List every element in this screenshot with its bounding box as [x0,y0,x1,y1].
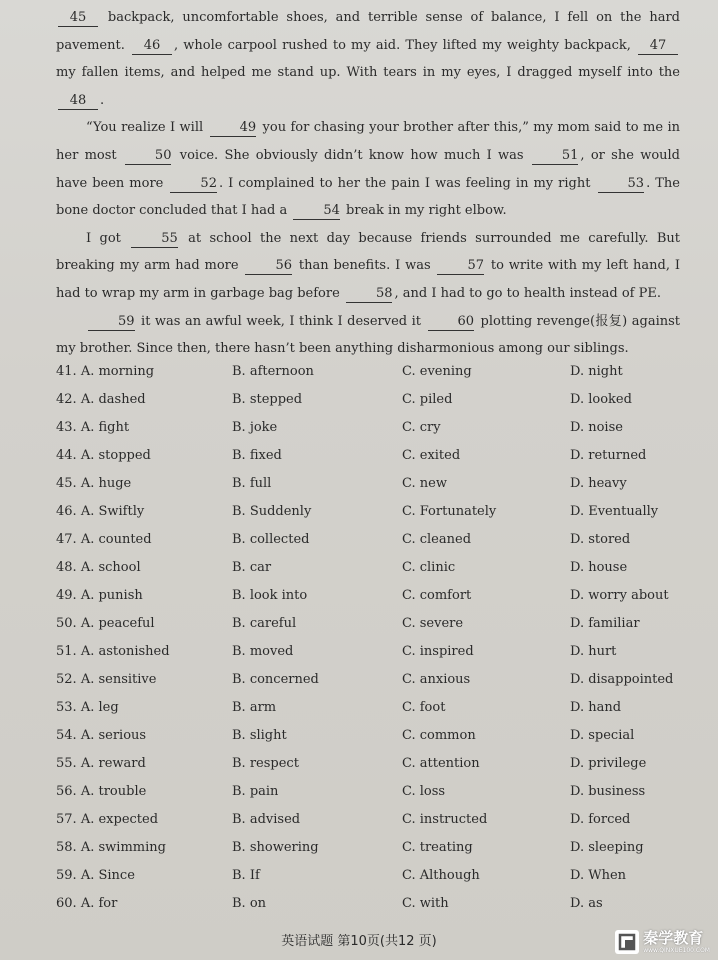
option-c: C. treating [402,840,473,855]
cloze-passage [56,4,680,363]
option-c: C. Although [402,868,480,883]
option-a [56,834,166,862]
question-row-58 [56,834,696,862]
text: , or she would have been more [56,147,680,191]
text: plotting revenge(报复) against my brother. Since then, there hasn’t been anything disharmonious among our siblings. [56,313,680,357]
option-a-text: A. sensitive [80,672,157,687]
option-d: D. looked [570,392,632,407]
option-a-text: A. swimming [80,840,166,855]
option-a-text: A. Since [80,868,135,883]
option-c: C. severe [402,616,464,631]
option-a [56,498,144,526]
option-b: B. slight [232,728,287,743]
watermark-url: www.QINXUE100.COM [643,946,710,954]
option-d: D. Eventually [570,504,659,519]
option-d: D. business [570,784,646,799]
option-d: D. hurt [570,644,617,659]
option-a [56,386,146,414]
option-c: C. evening [402,364,472,379]
option-c: C. Fortunately [402,504,497,519]
text: , whole carpool rushed to my aid. They lifted my weighty backpack, [174,37,631,53]
option-a [56,806,158,834]
question-row-57 [56,806,696,834]
question-number: 45. [56,476,77,491]
blank-52: 52 [170,176,217,193]
text: I got [86,230,121,246]
question-number: 47. [56,532,77,547]
option-a [56,778,146,806]
paragraph-4 [56,308,680,363]
blank-48: 48 [58,93,98,110]
text: . I complained to her the pain I was feeling in my right [218,175,591,191]
option-b: B. moved [232,644,294,659]
blank-60: 60 [428,314,475,331]
option-d: D. hand [570,700,622,715]
option-c: C. instructed [402,812,488,827]
text: . [100,92,105,108]
text: than benefits. I was [294,258,431,274]
watermark-name: 秦学教育 [643,928,704,947]
option-d: D. When [570,868,627,883]
option-b: B. respect [232,756,299,771]
option-c: C. exited [402,448,461,463]
blank-58: 58 [346,286,393,303]
watermark [615,930,710,954]
question-row-46 [56,498,696,526]
option-a-text: A. Swiftly [80,504,145,519]
option-a [56,526,152,554]
option-a-text: A. punish [80,588,143,603]
option-b: B. full [232,476,272,491]
text: it was an awful week, I think I deserved it [136,313,421,329]
page-footer: 英语试题 第10页(共12 页) [281,934,437,949]
blank-51: 51 [532,148,579,165]
option-d: D. special [570,728,635,743]
option-b: B. car [232,560,272,575]
option-d: D. familiar [570,616,640,631]
question-number: 52. [56,672,77,687]
option-b: B. advised [232,812,301,827]
question-number: 55. [56,756,77,771]
question-number: 50. [56,616,77,631]
text: “You realize I will [86,120,204,136]
option-b: B. Suddenly [232,504,312,519]
question-row-54 [56,722,696,750]
option-c: C. foot [402,700,446,715]
option-c: C. comfort [402,588,472,603]
question-row-45 [56,470,696,498]
option-a-text: A. serious [80,728,147,743]
question-row-50 [56,610,696,638]
option-a [56,470,131,498]
option-b: B. joke [232,420,278,435]
question-number: 41. [56,364,77,379]
question-row-47 [56,526,696,554]
question-number: 53. [56,700,77,715]
blank-47: 47 [638,38,678,55]
option-b: B. pain [232,784,279,799]
option-b: B. on [232,896,267,911]
question-number: 48. [56,560,77,575]
option-a [56,666,156,694]
question-number: 54. [56,728,77,743]
option-d: D. privilege [570,756,647,771]
option-a-text: A. peaceful [80,616,155,631]
option-d: D. house [570,560,628,575]
text: my fallen items, and helped me stand up. With tears in my eyes, I dragged myself into the [56,65,680,81]
blank-53: 53 [598,176,645,193]
question-number: 56. [56,784,77,799]
option-a [56,750,146,778]
option-d: D. forced [570,812,631,827]
blank-57: 57 [437,258,484,275]
option-a-text: A. counted [80,532,152,547]
option-c: C. cleaned [402,532,472,547]
question-row-43 [56,414,696,442]
option-a-text: A. stopped [80,448,151,463]
text: , and I had to go to health instead of PE. [394,285,661,301]
option-a-text: A. fight [80,420,130,435]
option-b: B. afternoon [232,364,314,379]
question-number: 46. [56,504,77,519]
option-a [56,610,155,638]
option-a [56,722,146,750]
question-row-59 [56,862,696,890]
question-row-55 [56,750,696,778]
logo-icon [615,930,639,954]
option-b: B. showering [232,840,319,855]
option-d: D. heavy [570,476,627,491]
option-d: D. worry about [570,588,669,603]
blank-46: 46 [132,38,172,55]
option-a-text: A. trouble [80,784,147,799]
option-a [56,414,129,442]
question-number: 58. [56,840,77,855]
option-b: B. careful [232,616,297,631]
blank-56: 56 [245,258,292,275]
text: voice. She obviously didn’t know how much I was [173,147,524,163]
question-row-56 [56,778,696,806]
option-a [56,694,119,722]
paragraph-3 [56,225,680,308]
option-a-text: A. reward [80,756,146,771]
option-a [56,442,151,470]
paragraph-2 [56,114,680,224]
option-a-text: A. leg [80,700,119,715]
option-a [56,582,143,610]
question-row-60 [56,890,696,918]
blank-49: 49 [210,120,257,137]
option-a-text: A. astonished [80,644,170,659]
option-d: D. as [570,896,603,911]
answer-options [56,358,696,918]
option-c: C. attention [402,756,480,771]
blank-59: 59 [88,314,135,331]
option-a-text: A. huge [80,476,132,491]
question-number: 57. [56,812,77,827]
option-c: C. clinic [402,560,456,575]
option-c: C. loss [402,784,446,799]
option-c: C. new [402,476,447,491]
question-number: 59. [56,868,77,883]
option-c: C. piled [402,392,453,407]
option-a [56,638,170,666]
option-d: D. returned [570,448,647,463]
question-row-48 [56,554,696,582]
option-a-text: A. for [80,896,118,911]
option-b: B. fixed [232,448,282,463]
blank-55: 55 [131,231,178,248]
option-b: B. concerned [232,672,319,687]
option-a-text: A. expected [80,812,159,827]
option-c: C. anxious [402,672,471,687]
text: . The bone doctor concluded that I had a [56,175,680,219]
question-row-42 [56,386,696,414]
option-a-text: A. school [80,560,141,575]
option-c: C. inspired [402,644,474,659]
text: to write with my left hand, I had to wrap my arm in garbage bag before [56,258,681,301]
option-b: B. stepped [232,392,303,407]
question-number: 44. [56,448,77,463]
question-row-41 [56,358,696,386]
question-number: 49. [56,588,77,603]
watermark-text [643,928,710,954]
question-row-51 [56,638,696,666]
question-row-52 [56,666,696,694]
option-a [56,890,117,918]
text: break in my right elbow. [341,203,507,219]
question-row-44 [56,442,696,470]
option-c: C. with [402,896,449,911]
paragraph-1 [56,4,680,114]
option-d: D. stored [570,532,631,547]
option-d: D. sleeping [570,840,644,855]
option-b: B. look into [232,588,308,603]
text: backpack, uncomfortable shoes, and terrible sense of balance, I fell on the hard pavement. [56,10,680,53]
option-a-text: A. morning [80,364,155,379]
option-c: C. cry [402,420,441,435]
option-b: B. If [232,868,260,883]
question-number: 43. [56,420,77,435]
option-c: C. common [402,728,476,743]
question-row-53 [56,694,696,722]
blank-54: 54 [293,203,340,220]
option-d: D. night [570,364,623,379]
blank-45: 45 [58,10,98,27]
text: at school the next day because friends surrounded me carefully. But breaking my arm had more [56,230,680,274]
question-number: 60. [56,896,77,911]
text: you for chasing your brother after this,” my mom said to me in her most [56,120,680,163]
option-d: D. noise [570,420,623,435]
question-number: 42. [56,392,77,407]
option-a [56,358,154,386]
option-a-text: A. dashed [80,392,146,407]
question-number: 51. [56,644,77,659]
option-a [56,862,135,890]
question-row-49 [56,582,696,610]
option-d: D. disappointed [570,672,674,687]
option-b: B. arm [232,700,277,715]
option-b: B. collected [232,532,310,547]
option-a [56,554,141,582]
blank-50: 50 [125,148,172,165]
